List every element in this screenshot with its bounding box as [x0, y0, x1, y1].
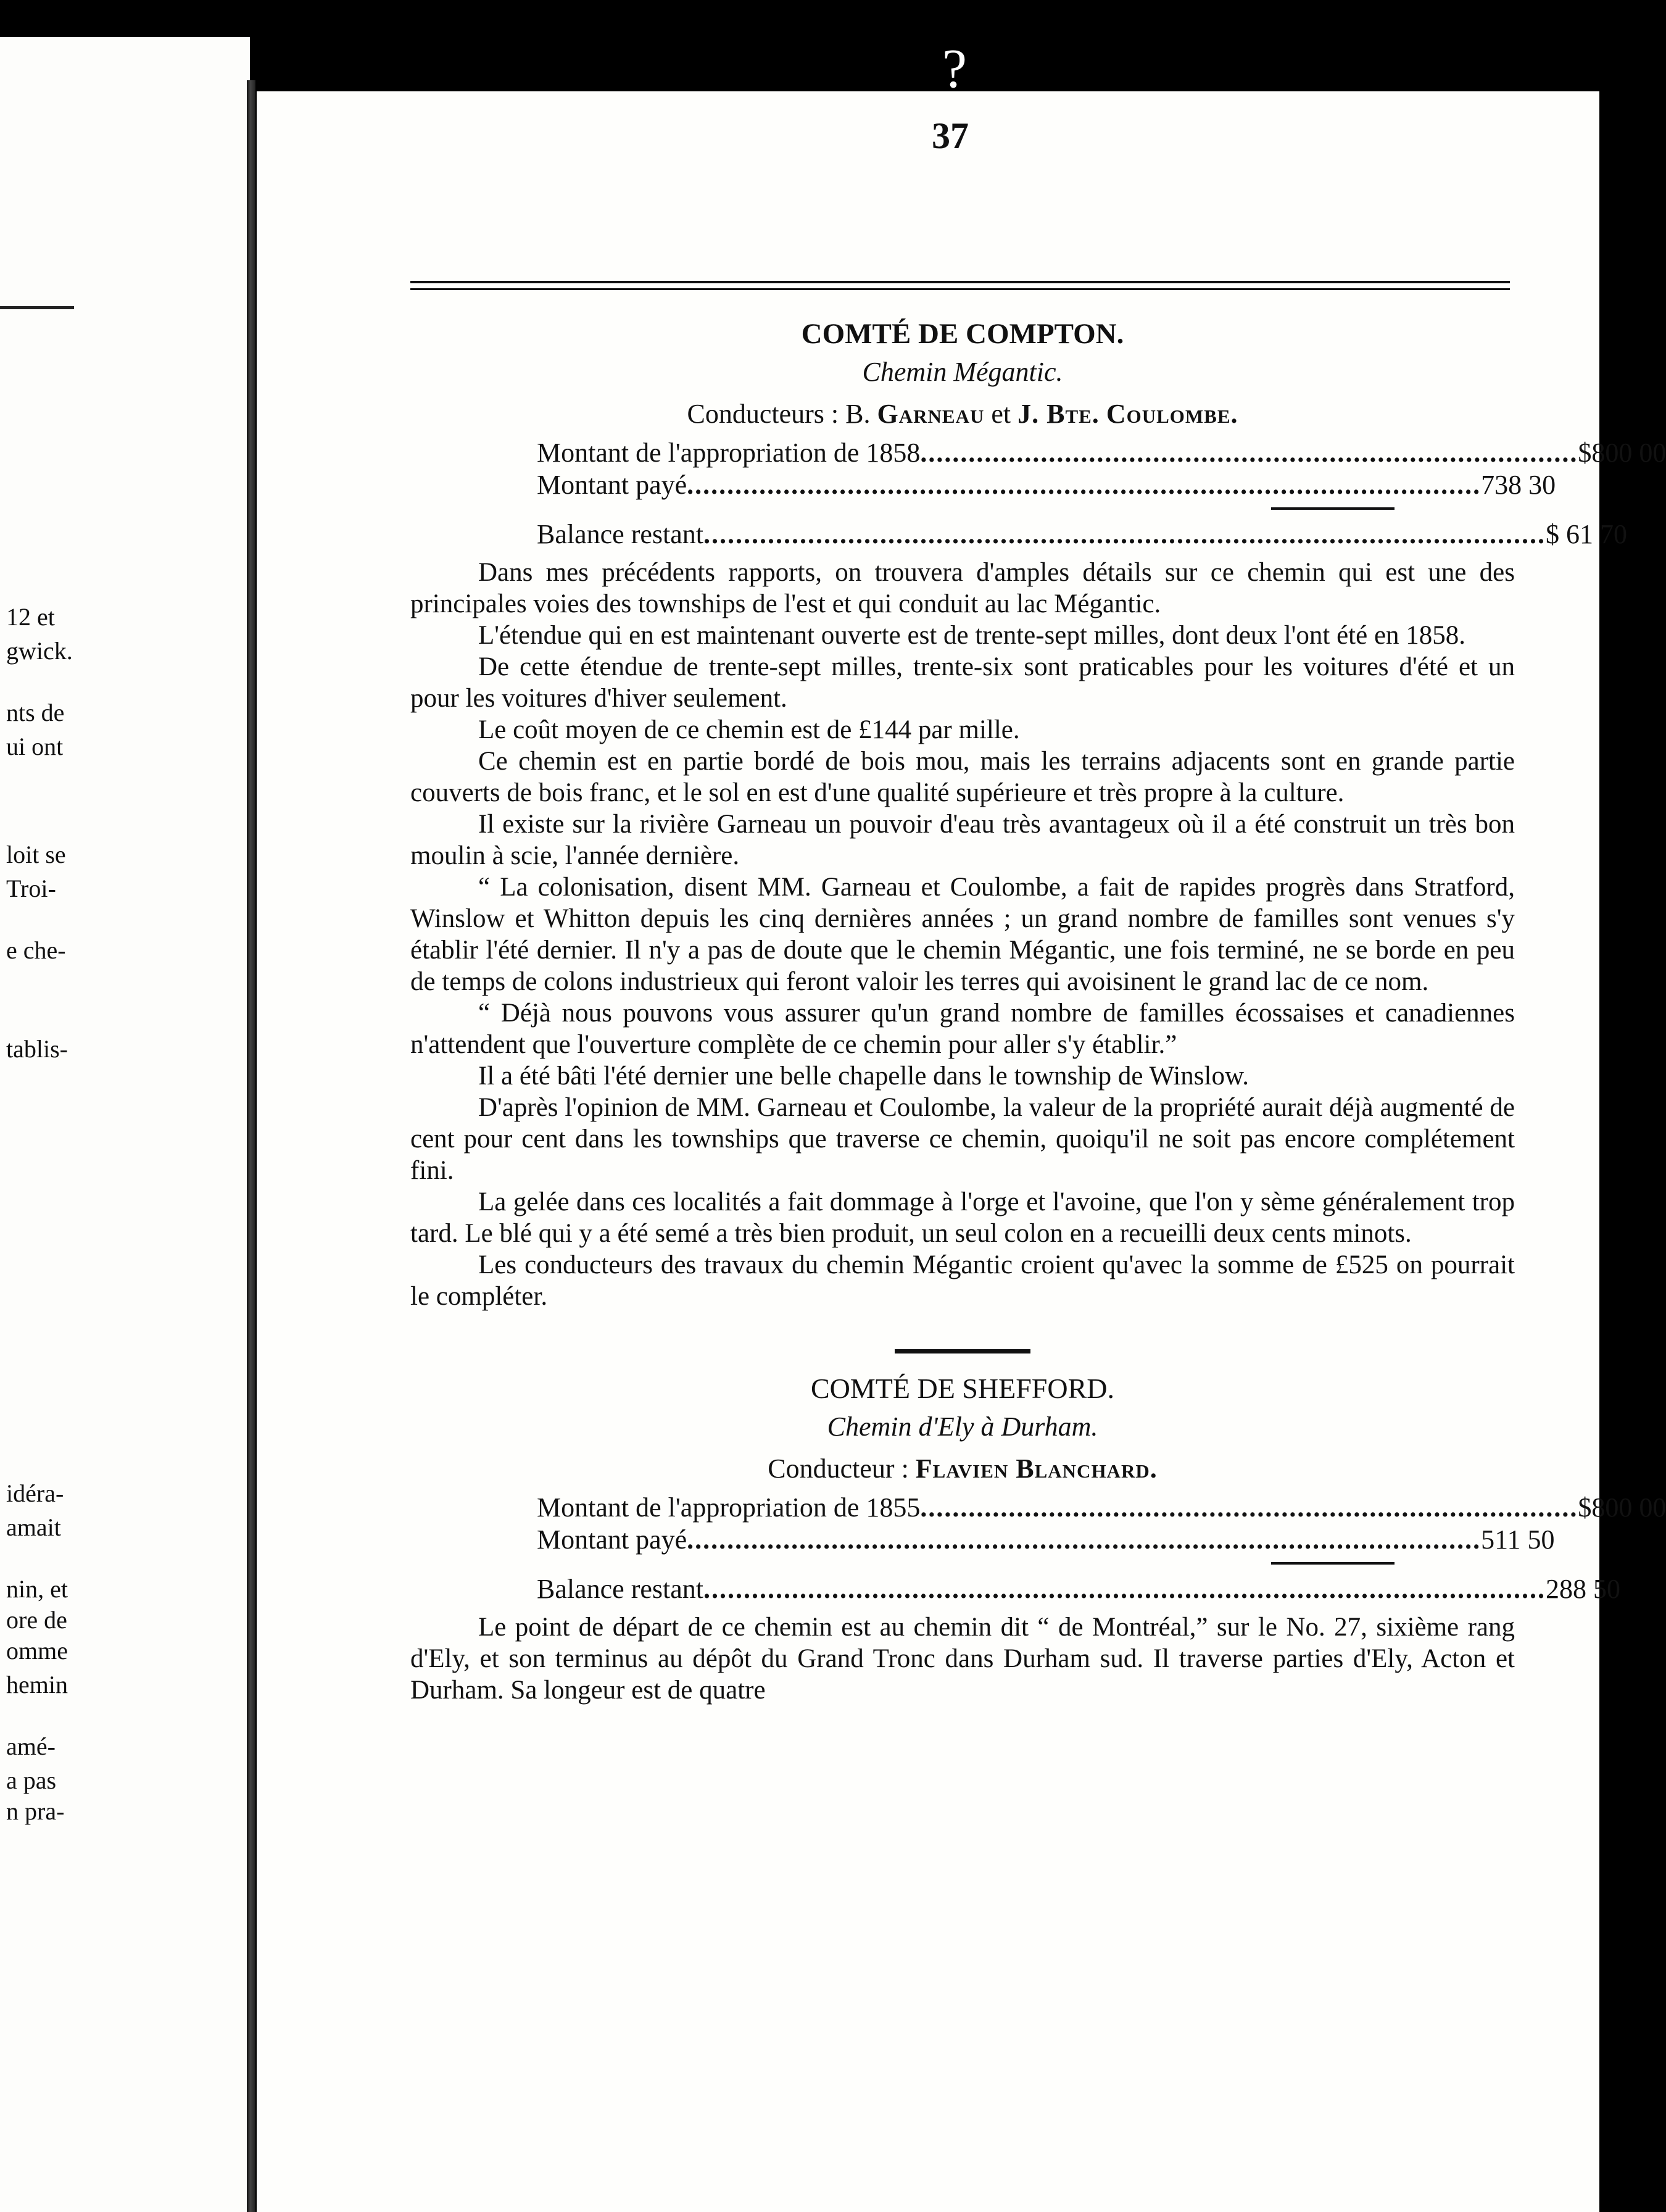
previous-page-fragment: n pra-: [6, 1797, 65, 1825]
paragraph: Ce chemin est en partie bordé de bois mou, mais les terrains adjacents sont en grande partie couverts de bois franc, et le sol en est d'une qualité supérieure et très propre à la culture.: [410, 747, 1515, 807]
previous-page-fragment: e che-: [6, 936, 66, 964]
row-label: Montant de l'appropriation de 1858: [537, 438, 921, 468]
balance-label: Balance restant: [537, 519, 703, 549]
handwritten-mark: ?: [942, 38, 967, 99]
paragraph: Il existe sur la rivière Garneau un pouvoir d'eau très avantageux où il a été construit un très bon moulin à scie, l'année dernière.: [410, 810, 1515, 870]
row-label: Montant de l'appropriation de 1855: [537, 1492, 921, 1523]
row-amount: 511 50: [1481, 1524, 1555, 1555]
previous-page-fragment: Troi-: [6, 875, 56, 902]
sum-rule: [1271, 1562, 1395, 1565]
previous-page-strip: [0, 37, 250, 2212]
conducteur-name: Flavien Blanchard.: [915, 1453, 1158, 1484]
paragraph: Dans mes précédents rapports, on trouvera d'amples détails sur ce chemin qui est une des principales voies des townships de l'est et qui conduit au lac Mégantic.: [410, 558, 1515, 618]
paragraph: L'étendue qui en est maintenant ouverte est de trente-sept milles, dont deux l'ont été en 1858.: [478, 621, 1466, 650]
accounts-row: [537, 469, 1556, 501]
balance-row: [537, 1573, 1620, 1605]
previous-page-fragment: omme: [6, 1637, 68, 1665]
section-subtitle: Chemin d'Ely à Durham.: [827, 1412, 1098, 1442]
conducteur-line: [410, 1450, 1515, 1488]
row-amount: $800 00: [1578, 438, 1666, 468]
header-rule: [410, 281, 1510, 290]
previous-page-fragment: 12 et: [6, 603, 55, 631]
conducteur-label: Conducteur :: [768, 1453, 909, 1484]
page-number: 37: [932, 115, 969, 156]
paragraph: Les conducteurs des travaux du chemin Mégantic croient qu'avec la somme de £525 on pourrait le compléter.: [410, 1250, 1515, 1311]
leader-dots: ..................................................................................: [920, 438, 1578, 468]
conducteurs-line: [410, 395, 1515, 433]
leader-dots: .........................................................................................................: [703, 1574, 1546, 1604]
paragraph: “ Déjà nous pouvons vous assurer qu'un grand nombre de familles écossaises et canadiennes n'attendent que l'ouverture complète de ce chemin pour aller s'y établir.”: [410, 999, 1515, 1059]
conducteur-initial: J. Bte.: [1017, 399, 1100, 429]
row-amount: $800 00: [1578, 1492, 1666, 1523]
paragraph: “ La colonisation, disent MM. Garneau et Coulombe, a fait de rapides progrès dans Stratford, Winslow et Whitton depuis les cinq dernières années ; un grand nombre de familles sont venues s'y établir l'été dernier. Il n'y a pas de doute que le chemin Mégantic, une fois terminé, ne se borde en peu de temps de colons industrieux qui feront valoir les terres qui avoisinent le grand lac de ce nom.: [410, 873, 1515, 996]
conducteurs-conjunction: et: [991, 399, 1011, 429]
previous-page-fragment: nts de: [6, 699, 65, 726]
paragraph: Il a été bâti l'été dernier une belle chapelle dans le township de Winslow.: [478, 1062, 1249, 1091]
paragraph: La gelée dans ces localités a fait dommage à l'orge et l'avoine, que l'on y sème généralement trop tard. Le blé qui y a été semé a très bien produit, un seul colon en a recueilli deux cents minots.: [410, 1187, 1515, 1248]
section-subtitle: Chemin Mégantic.: [862, 357, 1063, 387]
previous-page-fragment: idéra-: [6, 1479, 64, 1507]
book-gutter: [247, 80, 255, 2212]
page-content: [410, 302, 1666, 1706]
section-title: COMTÉ DE SHEFFORD.: [810, 1373, 1114, 1404]
leader-dots: ...................................................................................................: [687, 470, 1482, 500]
accounts-row: [537, 437, 1666, 469]
leader-dots: ..................................................................................: [920, 1492, 1578, 1523]
balance-label: Balance restant: [537, 1574, 703, 1604]
previous-page-fragment: nin, et: [6, 1575, 68, 1603]
previous-page-rule: [0, 306, 74, 309]
accounts-table: [537, 437, 1666, 551]
sum-rule: [1271, 507, 1395, 510]
conducteur-name: Coulombe.: [1106, 399, 1238, 429]
previous-page-fragment: gwick.: [6, 637, 73, 665]
leader-dots: .........................................................................................................: [703, 519, 1546, 549]
paragraph: De cette étendue de trente-sept milles, trente-six sont praticables pour les voitures d'été et un pour les voitures d'hiver seulement.: [410, 652, 1515, 713]
conducteur-name: Garneau: [877, 399, 985, 429]
balance-amount: 288 50: [1545, 1574, 1620, 1604]
row-label: Montant payé: [537, 470, 687, 500]
balance-amount: $ 61 70: [1545, 519, 1627, 549]
previous-page-fragment: a pas: [6, 1766, 57, 1794]
row-label: Montant payé: [537, 1524, 687, 1555]
accounts-row: [537, 1524, 1555, 1556]
row-amount: 738 30: [1481, 470, 1556, 500]
paragraph: Le point de départ de ce chemin est au chemin dit “ de Montréal,” sur le No. 27, sixième rang d'Ely, et son terminus au dépôt du Grand Tronc dans Durham sud. Il traverse parties d'Ely, Acton et Durham. Sa longeur est de quatre: [410, 1613, 1515, 1705]
section-separator: [895, 1349, 1030, 1353]
accounts-table: [537, 1492, 1666, 1605]
paragraph: Le coût moyen de ce chemin est de £144 par mille.: [478, 715, 1020, 744]
previous-page-fragment: amé-: [6, 1732, 56, 1760]
paragraph: D'après l'opinion de MM. Garneau et Coulombe, la valeur de la propriété aurait déjà augmenté de cent pour cent dans les townships que traverse ce chemin, quoiqu'il ne soit pas encore complétement fini.: [410, 1093, 1515, 1185]
section-title: COMTÉ DE COMPTON.: [801, 318, 1124, 350]
previous-page-fragment: tablis-: [6, 1035, 68, 1063]
previous-page-fragment: hemin: [6, 1671, 68, 1698]
conducteur-initial: B.: [845, 399, 871, 429]
leader-dots: ...................................................................................................: [687, 1524, 1482, 1555]
conducteurs-label: Conducteurs :: [687, 399, 839, 429]
previous-page-fragment: ui ont: [6, 733, 64, 760]
previous-page-fragment: ore de: [6, 1606, 67, 1634]
accounts-row: [537, 1492, 1666, 1524]
previous-page-fragment: amait: [6, 1513, 61, 1541]
previous-page-fragment: loit se: [6, 841, 66, 868]
balance-row: [537, 518, 1627, 551]
